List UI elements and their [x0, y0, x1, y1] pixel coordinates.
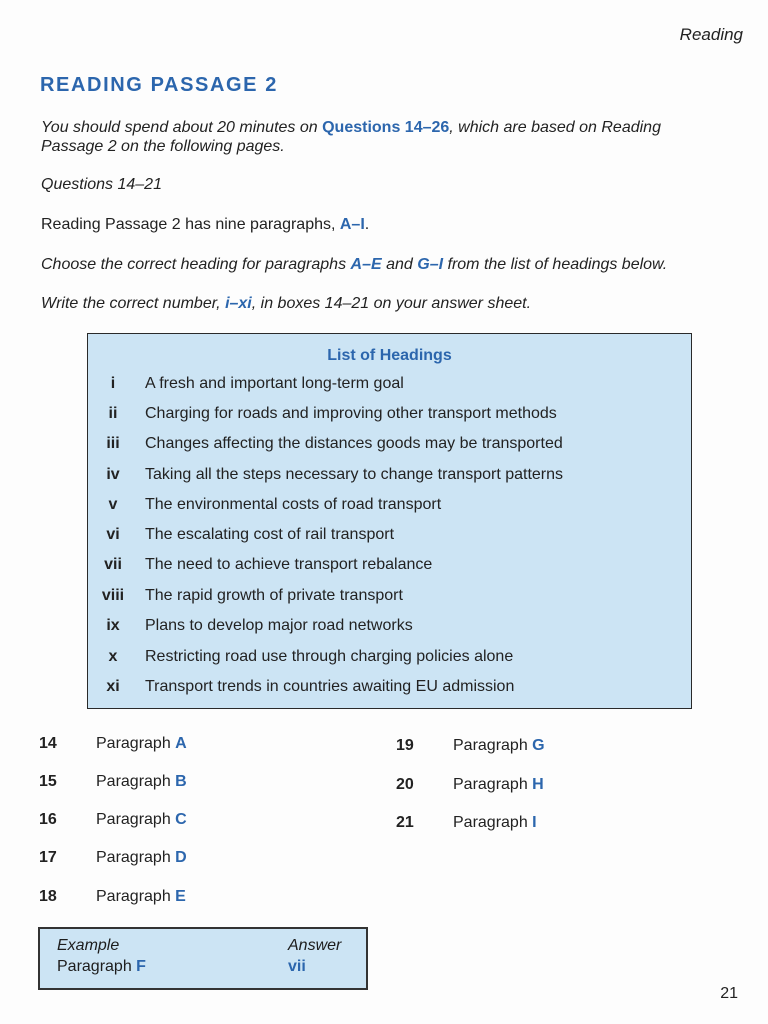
example-paragraph-word: Paragraph: [57, 958, 137, 975]
intro-text-post: , which are based on Reading: [449, 119, 661, 136]
heading-text: Restricting road use through charging policies alone: [145, 648, 514, 665]
question-paragraph: [96, 888, 186, 906]
section-label: Reading: [679, 25, 743, 44]
heading-number: i: [110, 375, 116, 392]
heading-number: ii: [108, 405, 118, 422]
write-number-instruction: [41, 294, 531, 313]
choose-range-1: A–E: [350, 256, 382, 273]
para-info-post: .: [364, 216, 370, 233]
paragraph-word: Paragraph: [96, 735, 171, 752]
question-number: 14: [39, 735, 57, 752]
question-paragraph: [96, 735, 187, 753]
write-pre: Write the correct number,: [41, 295, 226, 312]
write-range: i–xi: [225, 295, 252, 312]
choose-range-2: G–I: [417, 256, 444, 273]
choose-mid: and: [381, 256, 418, 273]
question-number: 18: [39, 888, 57, 905]
heading-number: x: [108, 648, 118, 665]
paragraph-letter: G: [532, 737, 545, 754]
question-number: 20: [396, 776, 414, 793]
heading-text: The rapid growth of private transport: [145, 587, 403, 604]
heading-number: v: [108, 496, 118, 513]
question-number: 21: [396, 814, 414, 831]
example-box: [38, 927, 368, 990]
paragraph-word: Paragraph: [96, 811, 171, 828]
paragraph-word: Paragraph: [96, 849, 171, 866]
example-paragraph-letter: F: [136, 958, 146, 975]
choose-pre: Choose the correct heading for paragraphs: [41, 256, 351, 273]
choose-post: from the list of headings below.: [443, 256, 668, 273]
paragraph-letter: C: [175, 811, 187, 828]
paragraph-word: Paragraph: [96, 888, 171, 905]
intro-instruction: [41, 118, 661, 156]
example-label: Example: [57, 937, 120, 954]
heading-number: vi: [106, 526, 120, 543]
heading-text: The escalating cost of rail transport: [145, 526, 395, 543]
example-paragraph: [57, 958, 146, 976]
answer-label: Answer: [288, 937, 342, 954]
paragraph-word: Paragraph: [453, 814, 528, 831]
para-range: A–I: [339, 216, 365, 233]
heading-text: The environmental costs of road transport: [145, 496, 442, 513]
headings-list-title: List of Headings: [327, 347, 452, 364]
heading-text: Transport trends in countries awaiting EU admission: [145, 678, 515, 695]
example-answer: vii: [288, 958, 306, 975]
paragraph-letter: E: [175, 888, 186, 905]
choose-heading-instruction: [41, 255, 667, 274]
page-number: 21: [720, 985, 738, 1002]
paragraph-count-instruction: [41, 215, 369, 234]
question-paragraph: [96, 811, 187, 829]
questions-range-heading: Questions 14–21: [41, 176, 162, 193]
paragraph-letter: B: [175, 773, 187, 790]
heading-text: A fresh and important long-term goal: [145, 375, 404, 392]
paragraph-word: Paragraph: [453, 737, 528, 754]
question-paragraph: [96, 849, 187, 867]
para-info-pre: Reading Passage 2 has nine paragraphs,: [41, 216, 340, 233]
heading-text: Charging for roads and improving other transport methods: [145, 405, 557, 422]
intro-text-line2: Passage 2 on the following pages.: [41, 138, 285, 155]
question-number: 17: [39, 849, 57, 866]
paragraph-word: Paragraph: [96, 773, 171, 790]
write-post: , in boxes 14–21 on your answer sheet.: [251, 295, 532, 312]
question-paragraph: [453, 814, 537, 832]
question-number: 15: [39, 773, 57, 790]
heading-number: iv: [106, 466, 120, 483]
paragraph-letter: I: [532, 814, 537, 831]
page-title: READING PASSAGE 2: [40, 74, 278, 96]
questions-range-ref: Questions 14–26: [322, 119, 450, 136]
heading-number: viii: [101, 587, 125, 604]
question-paragraph: [96, 773, 187, 791]
paragraph-word: Paragraph: [453, 776, 528, 793]
paragraph-letter: D: [175, 849, 187, 866]
heading-number: iii: [106, 435, 120, 452]
heading-text: Taking all the steps necessary to change transport patterns: [145, 466, 564, 483]
paragraph-letter: H: [532, 776, 544, 793]
heading-text: Changes affecting the distances goods may be transported: [145, 435, 563, 452]
question-number: 16: [39, 811, 57, 828]
question-paragraph: [453, 776, 544, 794]
question-paragraph: [453, 737, 545, 755]
heading-text: The need to achieve transport rebalance: [145, 556, 433, 573]
heading-number: ix: [106, 617, 120, 634]
intro-text-pre: You should spend about 20 minutes on: [41, 119, 323, 136]
heading-text: Plans to develop major road networks: [145, 617, 413, 634]
heading-number: xi: [106, 678, 120, 695]
headings-list-box: [87, 333, 692, 709]
question-number: 19: [396, 737, 414, 754]
paragraph-letter: A: [175, 735, 187, 752]
heading-number: vii: [104, 556, 122, 573]
